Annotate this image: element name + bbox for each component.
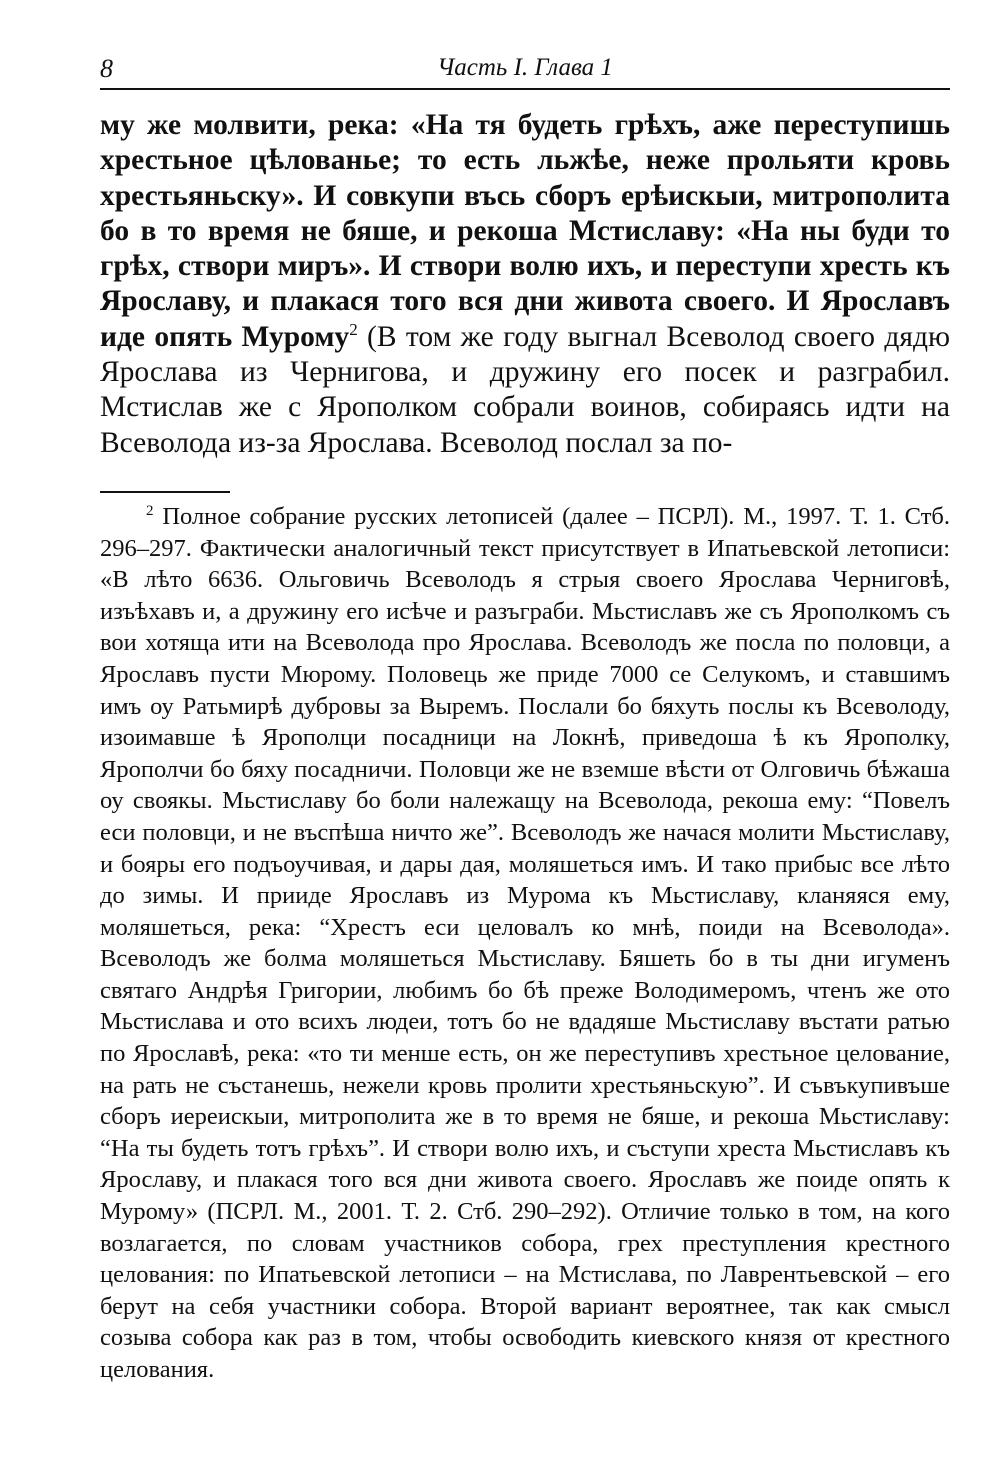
footnote-marker: 2 [146,502,154,519]
footnote-divider [100,491,230,493]
footnote [100,501,950,1386]
chronicle-quote: му же молвити, река: «На тя будеть грѣхъ, аже переступишь хрестьное цѣлованье; то есть льжѣе, неже прольяти кровь хрестьяньску». И совкупи въсь сборъ ерѣискыи, митрополита бо в то время не бяше, и рекоша Мстиславу: «На ны буди то грѣх, створи миръ». И створи волю ихъ, и переступи хресть къ Ярославу, и плакася того вся дни живота своего. И Ярославъ иде опять Мурому [100,109,950,353]
commentary-text: (В том же году выгнал Всеволод своего дядю Ярослава из Чернигова, и дружину его посек и разграбил. Мстислав же с Ярополком собрали воинов, собираясь идти на Всеволода из-за Ярослава. Всеволод послал за по- [100,320,950,459]
running-title: Часть I. Глава 1 [437,54,613,81]
footnote-reference: 2 [349,319,358,339]
book-page [100,52,950,1410]
running-head [100,52,950,90]
page-number: 8 [100,54,113,83]
main-text [100,108,950,461]
footnote-text: Полное собрание русских летописей (далее – ПСРЛ). М., 1997. Т. 1. Стб. 296–297. Фактически аналогичный текст присутствует в Ипатьевской летописи: «В лѣто 6636. Ольговичь Всеволодъ я стрыя своего Ярослава Черниговѣ, изъѣхавъ и, а дружину его исѣче и разъграби. Мьстиславъ же съ Ярополкомъ съ вои хотяща ити на Всеволода про Ярослава. Всеволодъ же посла по половци, а Ярославъ пусти Мюрому. Половець же приде 7000 се Селукомъ, и ставшимъ имъ оу Ратьмирѣ дубровы за Выремъ. Послали бо бяхуть послы къ Всеволоду, изоимавше ѣ Ярополци посадници на Локнѣ, приведоша ѣ къ Ярополку, Ярополчи бо бяху посадничи. Половци же не вземше вѣсти от Олговичь бѣжаша оу своякы. Мьстиславу бо боли належащу на Всеволода, рекоша ему: “Повелъ еси половци, и не въспѣша ничто же”. Всеволодъ же начася молити Мьстиславу, и бояры его подъоучивая, и дары дая, моляшеться имъ. И тако прибыс все лѣто до зимы. И прииде Ярославъ из Мурома къ Мьстиславу, кланяяся ему, моляшеться, река: “Хрестъ еси целовалъ ко мнѣ, поиди на Всеволода». Всеволодъ же болма моляшеться Мьстиславу. Бяшеть бо в ты дни игуменъ святаго Андрѣя Григории, любимъ бо бѣ преже Володимеромъ, чтенъ же ото Мьстислава и ото всихъ людеи, тотъ бо не вдадяше Мьстиславу въстати ратью по Ярославѣ, река: «то ти менше есть, он же переступивъ хрестьное целование, на рать не състанешь, нежели кровь пролити хрестьяньскую”. И съвъкупивъше сборъ иереискыи, митрополита же в то время не бяше, и рекоша Мьстиславу: “На ты будеть тотъ грѣхъ”. И створи волю ихъ, и съступи хреста Мьстиславъ къ Ярославу, и плакася того вся дни живота своего. Ярославъ же поиде опять к Мурому» (ПСРЛ. М., 2001. Т. 2. Стб. 290–292). Отличие только в том, на кого возлагается, по словам участников собора, грех преступления крестного целования: по Ипатьевской летописи – на Мстислава, по Лаврентьевской – его берут на себя участники собора. Второй вариант вероятнее, так как смысл созыва собора как раз в том, чтобы освободить киевского князя от крестного целования. [100,502,950,1383]
